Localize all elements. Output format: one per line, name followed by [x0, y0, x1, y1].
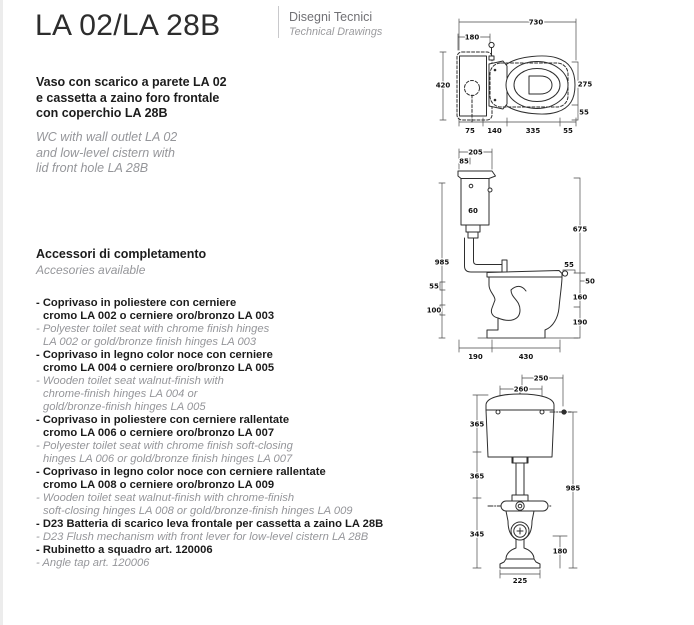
top-view-object: [457, 42, 575, 122]
side-knob: [488, 188, 492, 192]
list-item: [36, 492, 396, 518]
list-item-line: soft-closing hinges LA 008 or gold/bronze-finish hinges LA 009: [43, 505, 353, 517]
pedestal-base: [500, 559, 540, 568]
description-line: lid front hole LA 28B: [36, 161, 149, 175]
description-english: [36, 130, 177, 177]
cistern-lid: [458, 171, 496, 179]
section-title-it: Disegni Tecnici: [289, 10, 373, 24]
front-view-drawing: [440, 372, 620, 590]
dim-label: 205: [468, 148, 483, 157]
dim-label: 420: [435, 81, 451, 90]
list-item: [36, 323, 396, 349]
lid-hole: [529, 76, 552, 94]
list-item-line: - Angle tap art. 120006: [36, 557, 150, 569]
list-item: [36, 440, 396, 466]
list-item-line: - Coprivaso in poliestere con cerniere rallentate: [36, 414, 290, 426]
list-item-line: cromo LA 008 o cerniere oro/bronzo LA 009: [43, 479, 275, 491]
dim-label: 345: [469, 530, 485, 539]
list-item-line: - Polyester toilet seat with chrome finish soft-closing: [36, 440, 293, 452]
dim-label: 140: [487, 127, 502, 135]
seat-profile: [487, 271, 562, 278]
dim-label: 55: [429, 282, 439, 291]
description-italian: [36, 75, 227, 122]
flush-pipe-inner: [474, 238, 505, 265]
dim-label: 75: [465, 127, 475, 135]
dim-label: 430: [518, 353, 534, 361]
list-item: [36, 531, 396, 544]
dim-label: 365: [469, 420, 485, 429]
dim-label: 275: [577, 80, 593, 89]
accessories-heading-en: Accesories available: [36, 263, 146, 277]
description-line: e cassetta a zaino foro frontale: [36, 90, 220, 105]
cistern-lid-front: [486, 394, 554, 410]
list-item: [36, 544, 396, 557]
seat-buffer: [562, 271, 567, 276]
page-edge: [0, 0, 3, 625]
description-line: WC with wall outlet LA 02: [36, 130, 178, 144]
list-item-line: cromo LA 002 o cerniere oro/bronzo LA 003: [43, 310, 275, 322]
description-line: Vaso con scarico a parete LA 02: [36, 75, 227, 89]
side-view-drawing: [428, 142, 608, 366]
list-item-line: - Rubinetto a squadro art. 120006: [36, 544, 213, 556]
list-item: [36, 297, 396, 323]
accessories-heading-it: Accessori di completamento: [36, 247, 207, 261]
side-view-object: [458, 171, 578, 338]
list-item-line: - Coprivaso in poliestere con cerniere: [36, 297, 237, 309]
wall-bolt: [561, 409, 566, 414]
list-item-line: - Wooden toilet seat walnut-finish with chrome-finish: [36, 492, 295, 504]
dim-label: 55: [563, 127, 573, 135]
description-line: and low-level cistern with: [36, 145, 175, 160]
cistern-body-front: [486, 410, 554, 457]
flush-lever-base: [489, 56, 494, 60]
cistern-body: [461, 179, 489, 226]
top-view-drawing: [428, 14, 608, 146]
dim-label: 100: [426, 306, 442, 315]
dim-label: 365: [469, 472, 485, 481]
list-item-line: hinges LA 006 or gold/bronze finish hinges LA 007: [43, 453, 293, 465]
dim-label: 675: [572, 225, 588, 234]
list-item: [36, 466, 396, 492]
section-title-en: Technical Drawings: [289, 26, 383, 38]
dim-label: 55: [564, 261, 574, 269]
list-item-line: cromo LA 006 o cerniere oro/bronzo LA 007: [43, 427, 275, 439]
list-item-line: - Coprivaso in legno color noce con cerniere: [36, 349, 273, 361]
page-title: LA 02/LA 28B: [35, 9, 221, 42]
list-item: [36, 349, 396, 375]
list-item-line: - Polyester toilet seat with chrome finish hinges: [36, 323, 270, 335]
list-item-line: - Wooden toilet seat walnut-finish with: [36, 375, 224, 387]
dim-label: 190: [572, 318, 588, 327]
dim-label: 85: [459, 157, 469, 166]
outlet-nut: [468, 232, 478, 238]
cistern-coupling: [513, 457, 527, 463]
list-item: [36, 375, 396, 414]
dim-label: 260: [513, 385, 529, 394]
dim-label: 180: [464, 33, 480, 42]
hinge-screw: [494, 99, 497, 102]
dim-label: 250: [533, 374, 549, 383]
front-view-object: [486, 385, 571, 568]
list-item-line: chrome-finish hinges LA 004 or: [43, 388, 198, 400]
cistern-outlet: [466, 225, 480, 232]
list-item-line: LA 002 or gold/bronze finish hinges LA 003: [43, 336, 257, 348]
flush-pipe-outer: [465, 238, 505, 272]
pipe-coupling-bottom: [512, 495, 528, 501]
header-divider: [278, 6, 279, 38]
list-item: [36, 414, 396, 440]
dim-label: 50: [585, 277, 595, 286]
list-item-line: - D23 Batteria di scarico leva frontale per cassetta a zaino LA 28B: [36, 518, 384, 530]
hinge-screw: [494, 69, 497, 72]
dim-label: 335: [525, 127, 541, 135]
dim-label: 160: [572, 293, 588, 302]
list-item: [36, 518, 396, 531]
list-item-line: gold/bronze-finish hinges LA 005: [43, 401, 206, 413]
dim-label: 225: [512, 577, 528, 585]
list-item-line: - D23 Flush mechanism with front lever for low-level cistern LA 28B: [36, 531, 369, 543]
list-item-line: cromo LA 004 o cerniere oro/bronzo LA 005: [43, 362, 275, 374]
dim-label: 730: [528, 18, 544, 27]
bowl-profile: [487, 277, 562, 338]
accessories-list: [36, 297, 396, 570]
dim-label: 55: [579, 108, 589, 117]
dim-label: 60: [468, 207, 478, 215]
flush-pipe: [516, 463, 524, 495]
list-item: [36, 557, 396, 570]
dim-label: 180: [552, 547, 568, 556]
bowl-front: [506, 511, 534, 559]
dim-label: 190: [468, 353, 483, 361]
description-line: con coperchio LA 28B: [36, 106, 168, 120]
list-item-line: - Coprivaso in legno color noce con cerniere rallentate: [36, 466, 326, 478]
cistern-plan: [460, 56, 487, 116]
dim-label: 985: [565, 484, 581, 493]
section-header: [289, 10, 382, 38]
dim-label: 985: [434, 258, 450, 267]
flush-lever: [489, 42, 494, 47]
